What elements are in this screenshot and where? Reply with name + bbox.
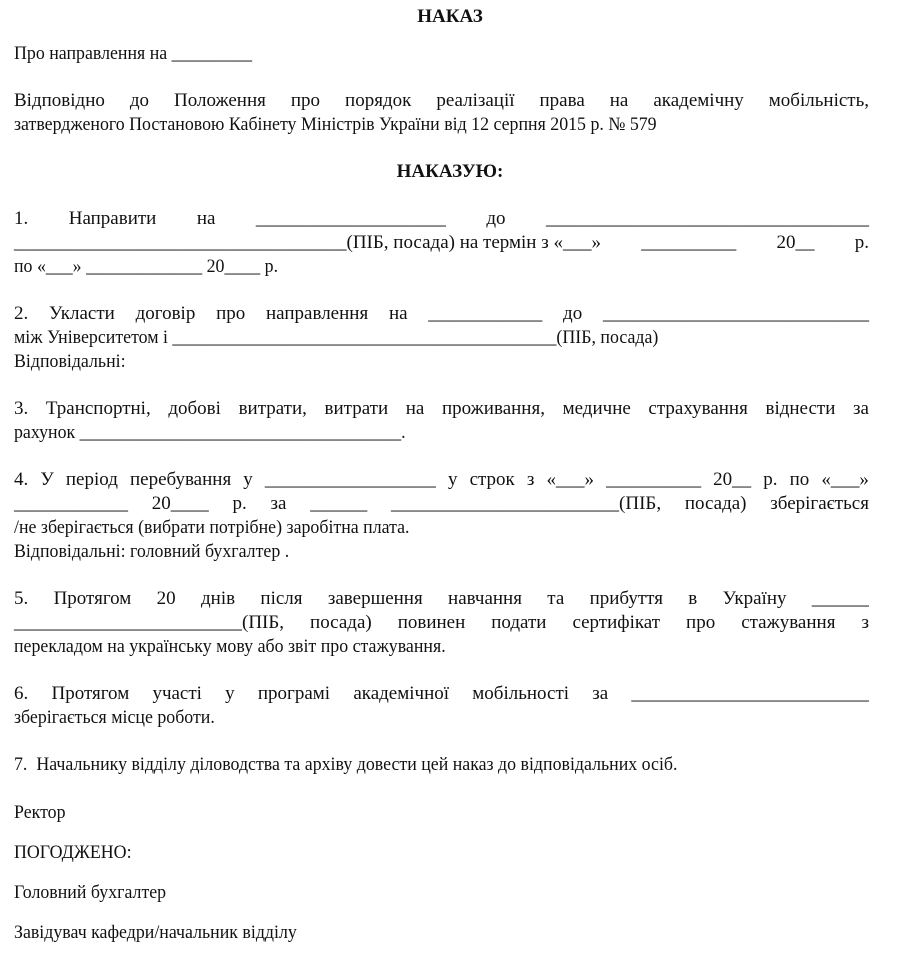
item-6-line-1 [14, 683, 869, 705]
word: ___________________________________(ПІБ, посада) на термін з «___» [14, 232, 601, 253]
item-2-line-3: Відповідальні: [14, 351, 126, 372]
word: строк [469, 469, 515, 490]
agreed-label: ПОГОДЖЕНО: [14, 842, 132, 863]
word: зберігається [770, 493, 869, 514]
word: направлення [266, 303, 369, 324]
word: по [789, 469, 810, 490]
word: перебування [129, 469, 232, 490]
word: з [861, 612, 869, 633]
word: посада) [684, 493, 747, 514]
word: за [592, 683, 609, 704]
word: 3. [14, 398, 29, 419]
item-3-line-2: рахунок ____________________________________. [14, 422, 406, 443]
word: ____________________ [255, 208, 446, 229]
word: витрати [324, 398, 389, 419]
word: проживання, [441, 398, 545, 419]
word: У [40, 469, 54, 490]
item-1-line-3: по «___» _____________ 20____ р. [14, 256, 279, 277]
word: «___» [546, 469, 594, 490]
item-4-line-3: /не зберігається (вибрати потрібне) заробітна плата. [14, 517, 410, 538]
word: ____________ [14, 493, 128, 514]
word: у [225, 683, 235, 704]
word: страхування [648, 398, 748, 419]
word: про [686, 612, 716, 633]
signature-chief-accountant: Головний бухгалтер [14, 882, 167, 903]
word: до [486, 208, 506, 229]
word: добові [168, 398, 221, 419]
word: сертифікат [572, 612, 661, 633]
word: Положення [174, 90, 266, 111]
word: подати [491, 612, 547, 633]
word: у [243, 469, 253, 490]
preamble-line-1 [14, 90, 869, 112]
item-1-line-2 [14, 232, 869, 254]
word: за [270, 493, 287, 514]
item-4-line-1 [14, 469, 869, 491]
document-title: НАКАЗ [417, 6, 483, 27]
word: витрати, [238, 398, 307, 419]
word: до [563, 303, 583, 324]
word: реалізації [436, 90, 515, 111]
word: __________ [641, 232, 737, 253]
item-2-line-1 [14, 303, 869, 325]
word: мобільність, [768, 90, 869, 111]
word: 1. [14, 208, 29, 229]
signature-rector: Ректор [14, 802, 66, 823]
word: 20____ [151, 493, 209, 514]
word: академічну [653, 90, 744, 111]
word: днів [200, 588, 236, 609]
word: 2. [14, 303, 29, 324]
signature-department-head: Завідувач кафедри/начальник відділу [14, 922, 297, 943]
word: Протягом [51, 683, 130, 704]
word: після [260, 588, 303, 609]
word: ______ [310, 493, 368, 514]
word: __________________ [264, 469, 436, 490]
item-4-line-2 [14, 493, 869, 515]
item-4-line-4: Відповідальні: головний бухгалтер . [14, 541, 290, 562]
word: ____________ [428, 303, 543, 324]
item-5-line-1 [14, 588, 869, 610]
word: на [388, 303, 408, 324]
word: 4. [14, 469, 29, 490]
word: Направити [68, 208, 157, 229]
word: посада) [310, 612, 372, 633]
order-subject: Про направлення на _________ [14, 43, 253, 64]
order-heading: НАКАЗУЮ: [396, 161, 504, 182]
word: р. [232, 493, 247, 514]
word: у [447, 469, 458, 490]
word: 20__ [776, 232, 815, 253]
word: період [65, 469, 118, 490]
word: академічної [353, 683, 450, 704]
word: ________________________(ПІБ, [14, 612, 285, 633]
word: __________ [606, 469, 702, 490]
word: до [129, 90, 150, 111]
word: Протягом [53, 588, 132, 609]
word: та [547, 588, 565, 609]
word: медичне [562, 398, 631, 419]
word: навчання [448, 588, 522, 609]
word: завершення [327, 588, 423, 609]
word: права [539, 90, 585, 111]
item-3-line-1 [14, 398, 869, 420]
word: ______ [811, 588, 869, 609]
word: ________________________(ПІБ, [391, 493, 662, 514]
item-2-line-2: між Університетом і ___________________________________________(ПІБ, посада) [14, 327, 659, 348]
word: в [688, 588, 698, 609]
word: стажування [741, 612, 836, 633]
word: 20__ [713, 469, 752, 490]
word: р. [854, 232, 869, 253]
word: 5. [14, 588, 29, 609]
word: повинен [397, 612, 466, 633]
word: прибуття [589, 588, 663, 609]
word: на [405, 398, 425, 419]
word: 6. [14, 683, 29, 704]
word: віднести [765, 398, 836, 419]
word: Україну [722, 588, 787, 609]
word: за [853, 398, 869, 419]
item-7: 7. Начальнику відділу діловодства та архіву довести цей наказ до відповідальних осіб. [14, 754, 678, 775]
word: про [290, 90, 321, 111]
word: участі [152, 683, 202, 704]
word: договір [135, 303, 196, 324]
word: мобільності [472, 683, 570, 704]
word: р. [763, 469, 778, 490]
word: з [526, 469, 535, 490]
item-5-line-3: перекладом на українську мову або звіт про стажування. [14, 636, 446, 657]
word: Відповідно [14, 90, 105, 111]
word: на [609, 90, 629, 111]
word: на [196, 208, 216, 229]
word: про [216, 303, 246, 324]
word: Транспортні, [45, 398, 151, 419]
word: «___» [821, 469, 869, 490]
word: Укласти [49, 303, 115, 324]
preamble-line-2: затвердженого Постановою Кабінету Міністрів України від 12 серпня 2015 р. № 579 [14, 114, 657, 135]
word: програмі [257, 683, 331, 704]
item-5-line-2 [14, 612, 869, 634]
word: ____________________________ [602, 303, 869, 324]
word: 20 [156, 588, 176, 609]
word: _________________________ [631, 683, 869, 704]
item-6-line-2: зберігається місце роботи. [14, 707, 215, 728]
word: __________________________________ [546, 208, 869, 229]
word: порядок [345, 90, 412, 111]
item-1-line-1 [14, 208, 869, 230]
